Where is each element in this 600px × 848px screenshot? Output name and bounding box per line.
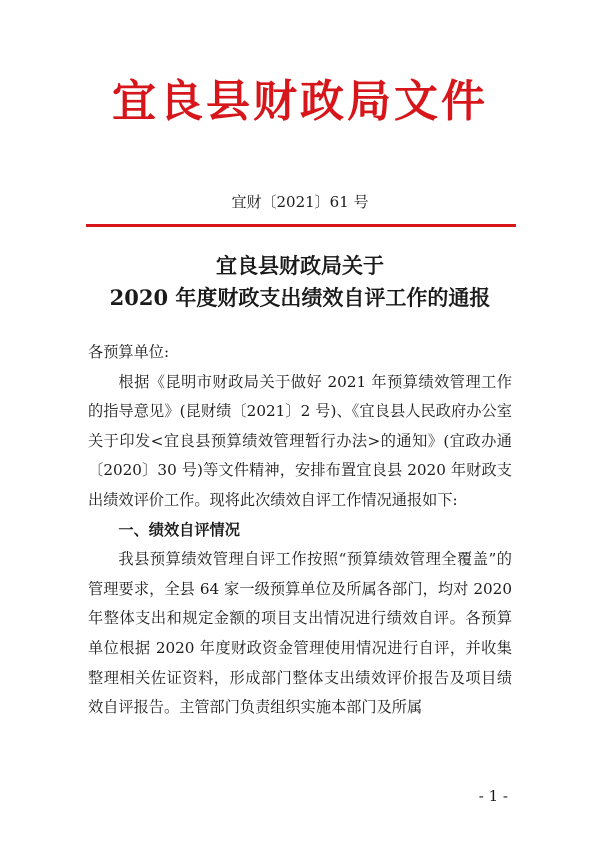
- salutation: 各预算单位:: [88, 343, 170, 361]
- document-title: [0, 250, 600, 314]
- page-number: - 1 -: [478, 787, 508, 805]
- title-line-1: 宜良县财政局关于: [216, 253, 384, 278]
- paragraph-2: 我县预算绩效管理自评工作按照“预算绩效管理全覆盖”的管理要求，全县 64 家一级预算单位及所属各部门，均对 2020 年整体支出和规定金额的项目支出情况进行绩效自评。各预算单位根据 2020 年度财政资金管理使用情况进行自评，并收集整理相关佐证资料，形成部门整体支出绩效评价报告及项目绩效自评报告。主管部门负责组织实施本部门及所属: [88, 550, 512, 717]
- document-body: [88, 338, 512, 723]
- document-number: 宜财〔2021〕61 号: [231, 193, 369, 211]
- title-line-2: 2020 年度财政支出绩效自评工作的通报: [109, 285, 491, 310]
- document-header-title: 宜良县财政局文件: [112, 76, 488, 127]
- red-divider-line: [86, 224, 516, 227]
- section-heading-1: 一、绩效自评情况: [118, 520, 240, 539]
- paragraph-1: 根据《昆明市财政局关于做好 2021 年预算绩效管理工作的指导意见》(昆财绩〔2021〕2 号)、《宜良县人民政府办公室关于印发<宜良县预算绩效管理暂行办法>的通知》(宜政办通〔2020〕30 号)等文件精神，安排布置宜良县 2020 年财政支出绩效评价工作。现将此次绩效自评工作情况通报如下:: [88, 372, 512, 509]
